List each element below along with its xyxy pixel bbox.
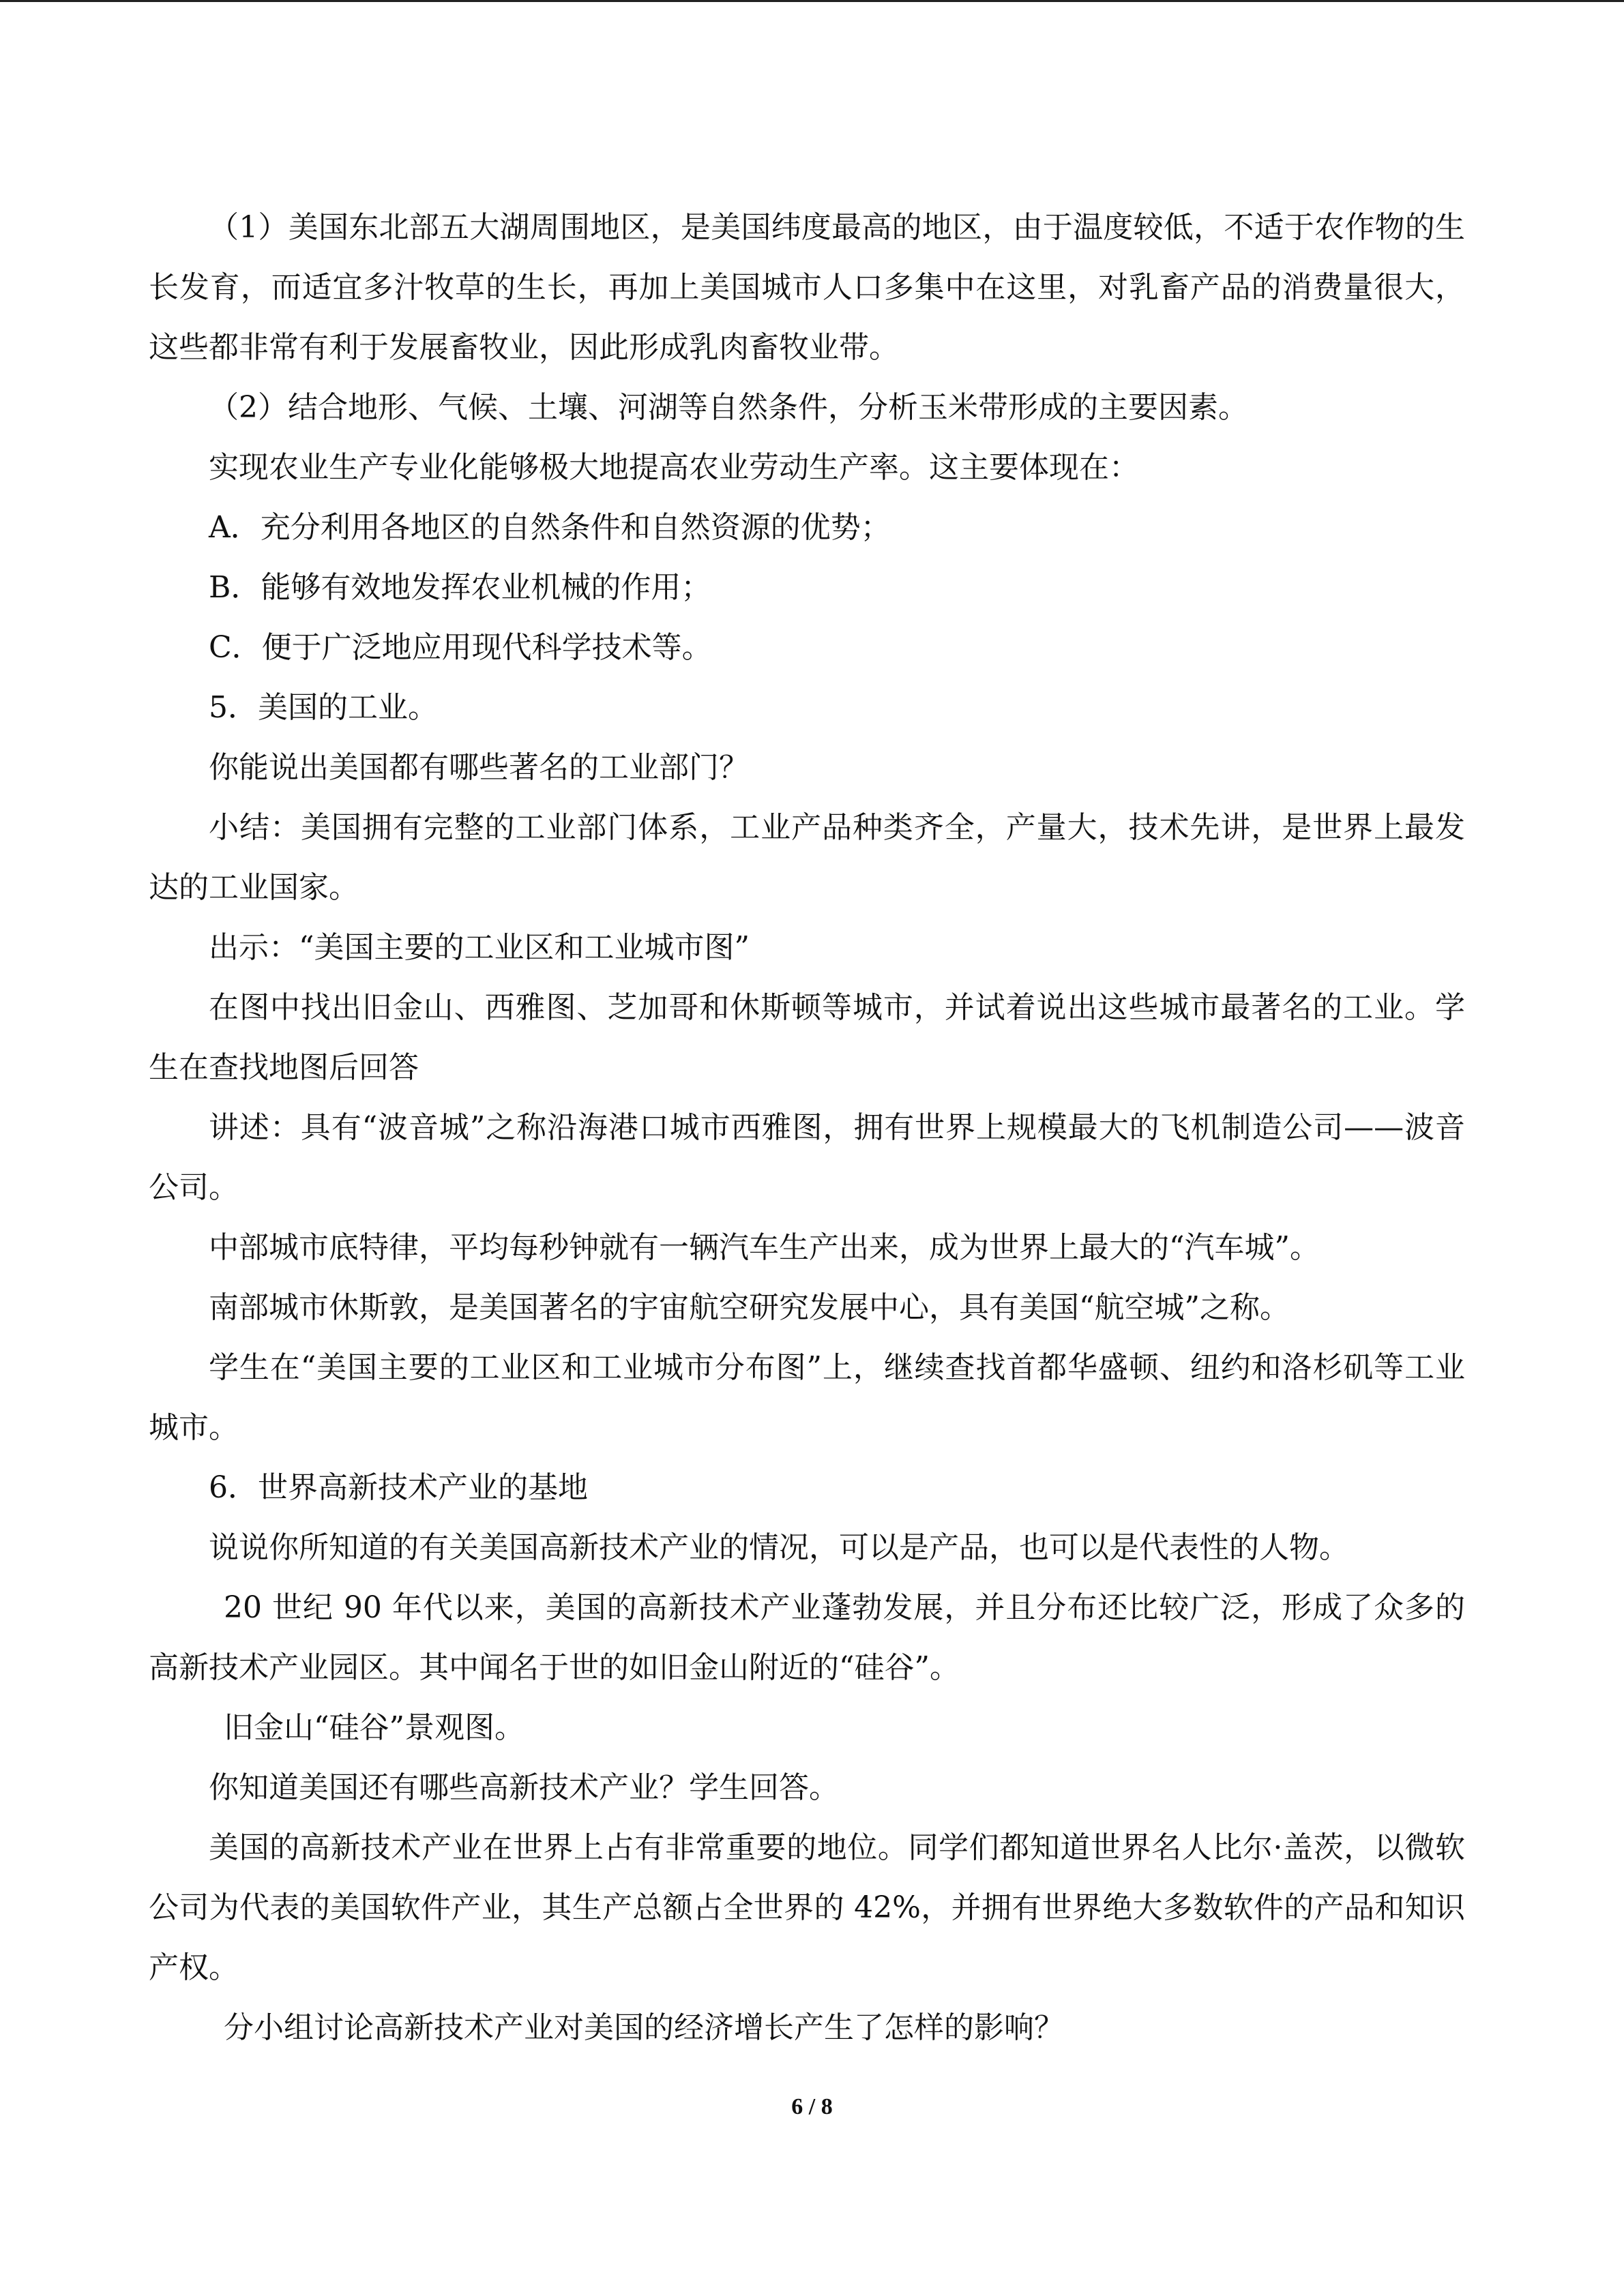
document-body (149, 198, 1465, 2058)
paragraph: 美国的高新技术产业在世界上占有非常重要的地位。同学们都知道世界名人比尔·盖茨，以微软公司为代表的美国软件产业，其生产总额占全世界的 42%，并拥有世界绝大多数软件的产品和知识产权。 (149, 1830, 1465, 1985)
paragraph: 南部城市休斯敦，是美国著名的宇宙航空研究发展中心，具有美国“航空城”之称。 (209, 1290, 1290, 1325)
paragraph: 实现农业生产专业化能够极大地提高农业劳动生产率。这主要体现在： (209, 450, 1139, 485)
paragraph: 说说你所知道的有关美国高新技术产业的情况，可以是产品，也可以是代表性的人物。 (209, 1530, 1349, 1565)
paragraph: 旧金山“硅谷”景观图。 (224, 1710, 525, 1745)
paragraph: 20 世纪 90 年代以来，美国的高新技术产业蓬勃发展，并且分布还比较广泛，形成了众多的高新技术产业园区。其中闻名于世的如旧金山附近的“硅谷”。 (149, 1590, 1465, 1685)
paragraph: 中部城市底特律，平均每秒钟就有一辆汽车生产出来，成为世界上最大的“汽车城”。 (209, 1230, 1320, 1265)
top-border-line (0, 0, 1624, 2)
paragraph: （2）结合地形、气候、土壤、河湖等自然条件，分析玉米带形成的主要因素。 (209, 390, 1248, 425)
paragraph: 在图中找出旧金山、西雅图、芝加哥和休斯顿等城市，并试着说出这些城市最著名的工业。学生在查找地图后回答 (149, 990, 1465, 1085)
page-number: 6 / 8 (791, 2094, 833, 2119)
paragraph: 学生在“美国主要的工业区和工业城市分布图”上，继续查找首都华盛顿、纽约和洛杉矶等工业城市。 (149, 1350, 1465, 1445)
paragraph: 小结：美国拥有完整的工业部门体系，工业产品种类齐全，产量大，技术先讲，是世界上最发达的工业国家。 (149, 810, 1465, 905)
paragraph: B．能够有效地发挥农业机械的作用； (209, 570, 711, 605)
paragraph: 出示：“美国主要的工业区和工业城市图” (209, 930, 750, 965)
paragraph: 分小组讨论高新技术产业对美国的经济增长产生了怎样的影响？ (224, 2010, 1064, 2045)
section-heading: 6．世界高新技术产业的基地 (209, 1470, 588, 1505)
paragraph: 你能说出美国都有哪些著名的工业部门？ (209, 750, 749, 785)
paragraph: 你知道美国还有哪些高新技术产业？学生回答。 (209, 1770, 839, 1805)
paragraph: C．便于广泛地应用现代科学技术等。 (209, 630, 712, 665)
section-heading: 5．美国的工业。 (209, 690, 438, 725)
paragraph: （1）美国东北部五大湖周围地区，是美国纬度最高的地区，由于温度较低，不适于农作物的生长发育，而适宜多汁牧草的生长，再加上美国城市人口多集中在这里，对乳畜产品的消费量很大，这些都非常有利于发展畜牧业，因此形成乳肉畜牧业带。 (149, 210, 1465, 365)
paragraph: 讲述：具有“波音城”之称沿海港口城市西雅图，拥有世界上规模最大的飞机制造公司——波音公司。 (149, 1110, 1465, 1205)
paragraph: A．充分利用各地区的自然条件和自然资源的优势； (209, 510, 891, 545)
